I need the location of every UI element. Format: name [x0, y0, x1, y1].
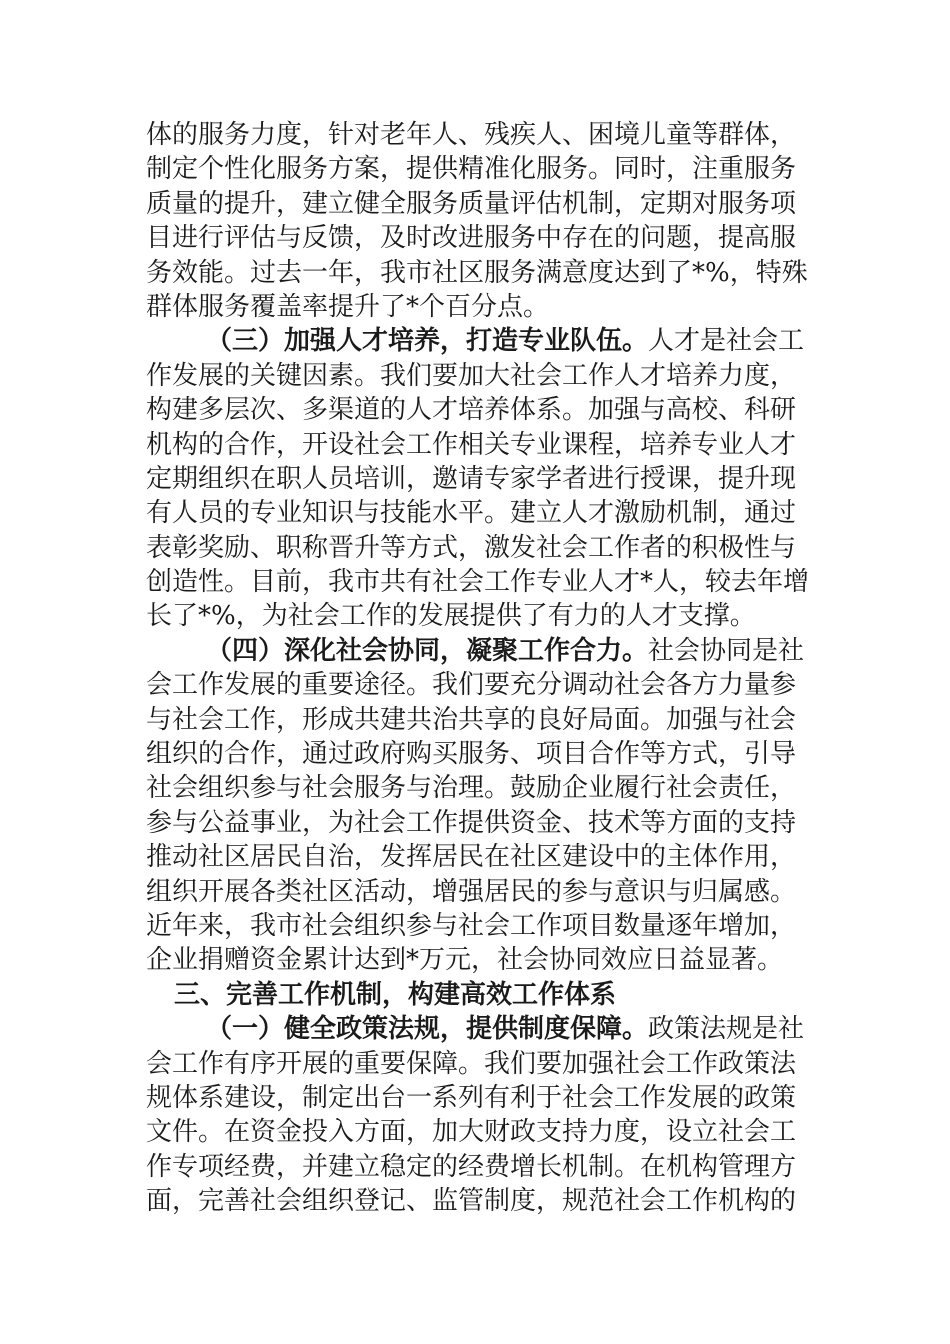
paragraph-lead-heading: （四）深化社会协同，凝聚工作合力。 [206, 635, 649, 666]
text-line: 会工作发展的重要途径。我们要充分调动社会各方力量参 [146, 670, 797, 701]
text-line: 构建多层次、多渠道的人才培养体系。加强与高校、科研 [146, 395, 797, 426]
text-line: 机构的合作，开设社会工作相关专业课程，培养专业人才 [146, 429, 797, 460]
text-line: 社会组织参与社会服务与治理。鼓励企业履行社会责任， [146, 773, 797, 804]
text-line: 创造性。目前，我市共有社会工作专业人才*人，较去年增 [146, 567, 810, 598]
text-line: 组织的合作，通过政府购买服务、项目合作等方式，引导 [146, 739, 797, 770]
text-line: 与社会工作，形成共建共治共享的良好局面。加强与社会 [146, 704, 797, 735]
text-line: 制定个性化服务方案，提供精准化服务。同时，注重服务 [146, 154, 797, 185]
text-line: 作专项经费，并建立稳定的经费增长机制。在机构管理方 [146, 1151, 797, 1182]
paragraph-first-line [146, 1012, 810, 1046]
document-body [146, 118, 810, 1219]
text-line: 有人员的专业知识与技能水平。建立人才激励机制，通过 [146, 498, 797, 529]
text-line: 推动社区居民自治，发挥居民在社区建设中的主体作用， [146, 842, 797, 873]
text-line: 体的服务力度，针对老年人、残疾人、困境儿童等群体， [146, 120, 797, 150]
text-line: 企业捐赠资金累计达到*万元，社会协同效应日益显著。 [146, 945, 784, 976]
paragraph-text: 社会协同是社 [648, 635, 805, 666]
text-line: 规体系建设，制定出台一系列有利于社会工作发展的政策 [146, 1082, 797, 1113]
paragraph-first-line [146, 324, 810, 358]
text-line: 质量的提升，建立健全服务质量评估机制，定期对服务项 [146, 188, 797, 219]
section-heading: 三、完善工作机制，构建高效工作体系 [174, 979, 617, 1010]
paragraph-lead-heading: （一）健全政策法规，提供制度保障。 [206, 1014, 649, 1045]
text-line: 长了*%，为社会工作的发展提供了有力的人才支撑。 [146, 601, 756, 632]
paragraph-text: 人才是社会工 [648, 326, 805, 357]
text-line: 表彰奖励、职称晋升等方式，激发社会工作者的积极性与 [146, 532, 797, 563]
text-line: 务效能。过去一年，我市社区服务满意度达到了*%，特殊 [146, 257, 808, 288]
text-line: 会工作有序开展的重要保障。我们要加强社会工作政策法 [146, 1048, 797, 1079]
text-line: 作发展的关键因素。我们要加大社会工作人才培养力度， [146, 360, 797, 391]
text-line: 面，完善社会组织登记、监管制度，规范社会工作机构的 [146, 1186, 797, 1217]
text-line: 群体服务覆盖率提升了*个百分点。 [146, 291, 550, 322]
paragraph-first-line [146, 634, 810, 668]
text-line: 组织开展各类社区活动，增强居民的参与意识与归属感。 [146, 876, 797, 907]
text-line: 目进行评估与反馈，及时改进服务中存在的问题，提高服 [146, 223, 797, 254]
text-line: 近年来，我市社会组织参与社会工作项目数量逐年增加， [146, 910, 797, 941]
text-line: 文件。在资金投入方面，加大财政支持力度，设立社会工 [146, 1117, 797, 1148]
paragraph-text: 政策法规是社 [648, 1014, 805, 1045]
paragraph-lead-heading: （三）加强人才培养，打造专业队伍。 [206, 326, 649, 357]
text-line: 参与公益事业，为社会工作提供资金、技术等方面的支持 [146, 807, 797, 838]
text-line: 定期组织在职人员培训，邀请专家学者进行授课，提升现 [146, 463, 797, 494]
